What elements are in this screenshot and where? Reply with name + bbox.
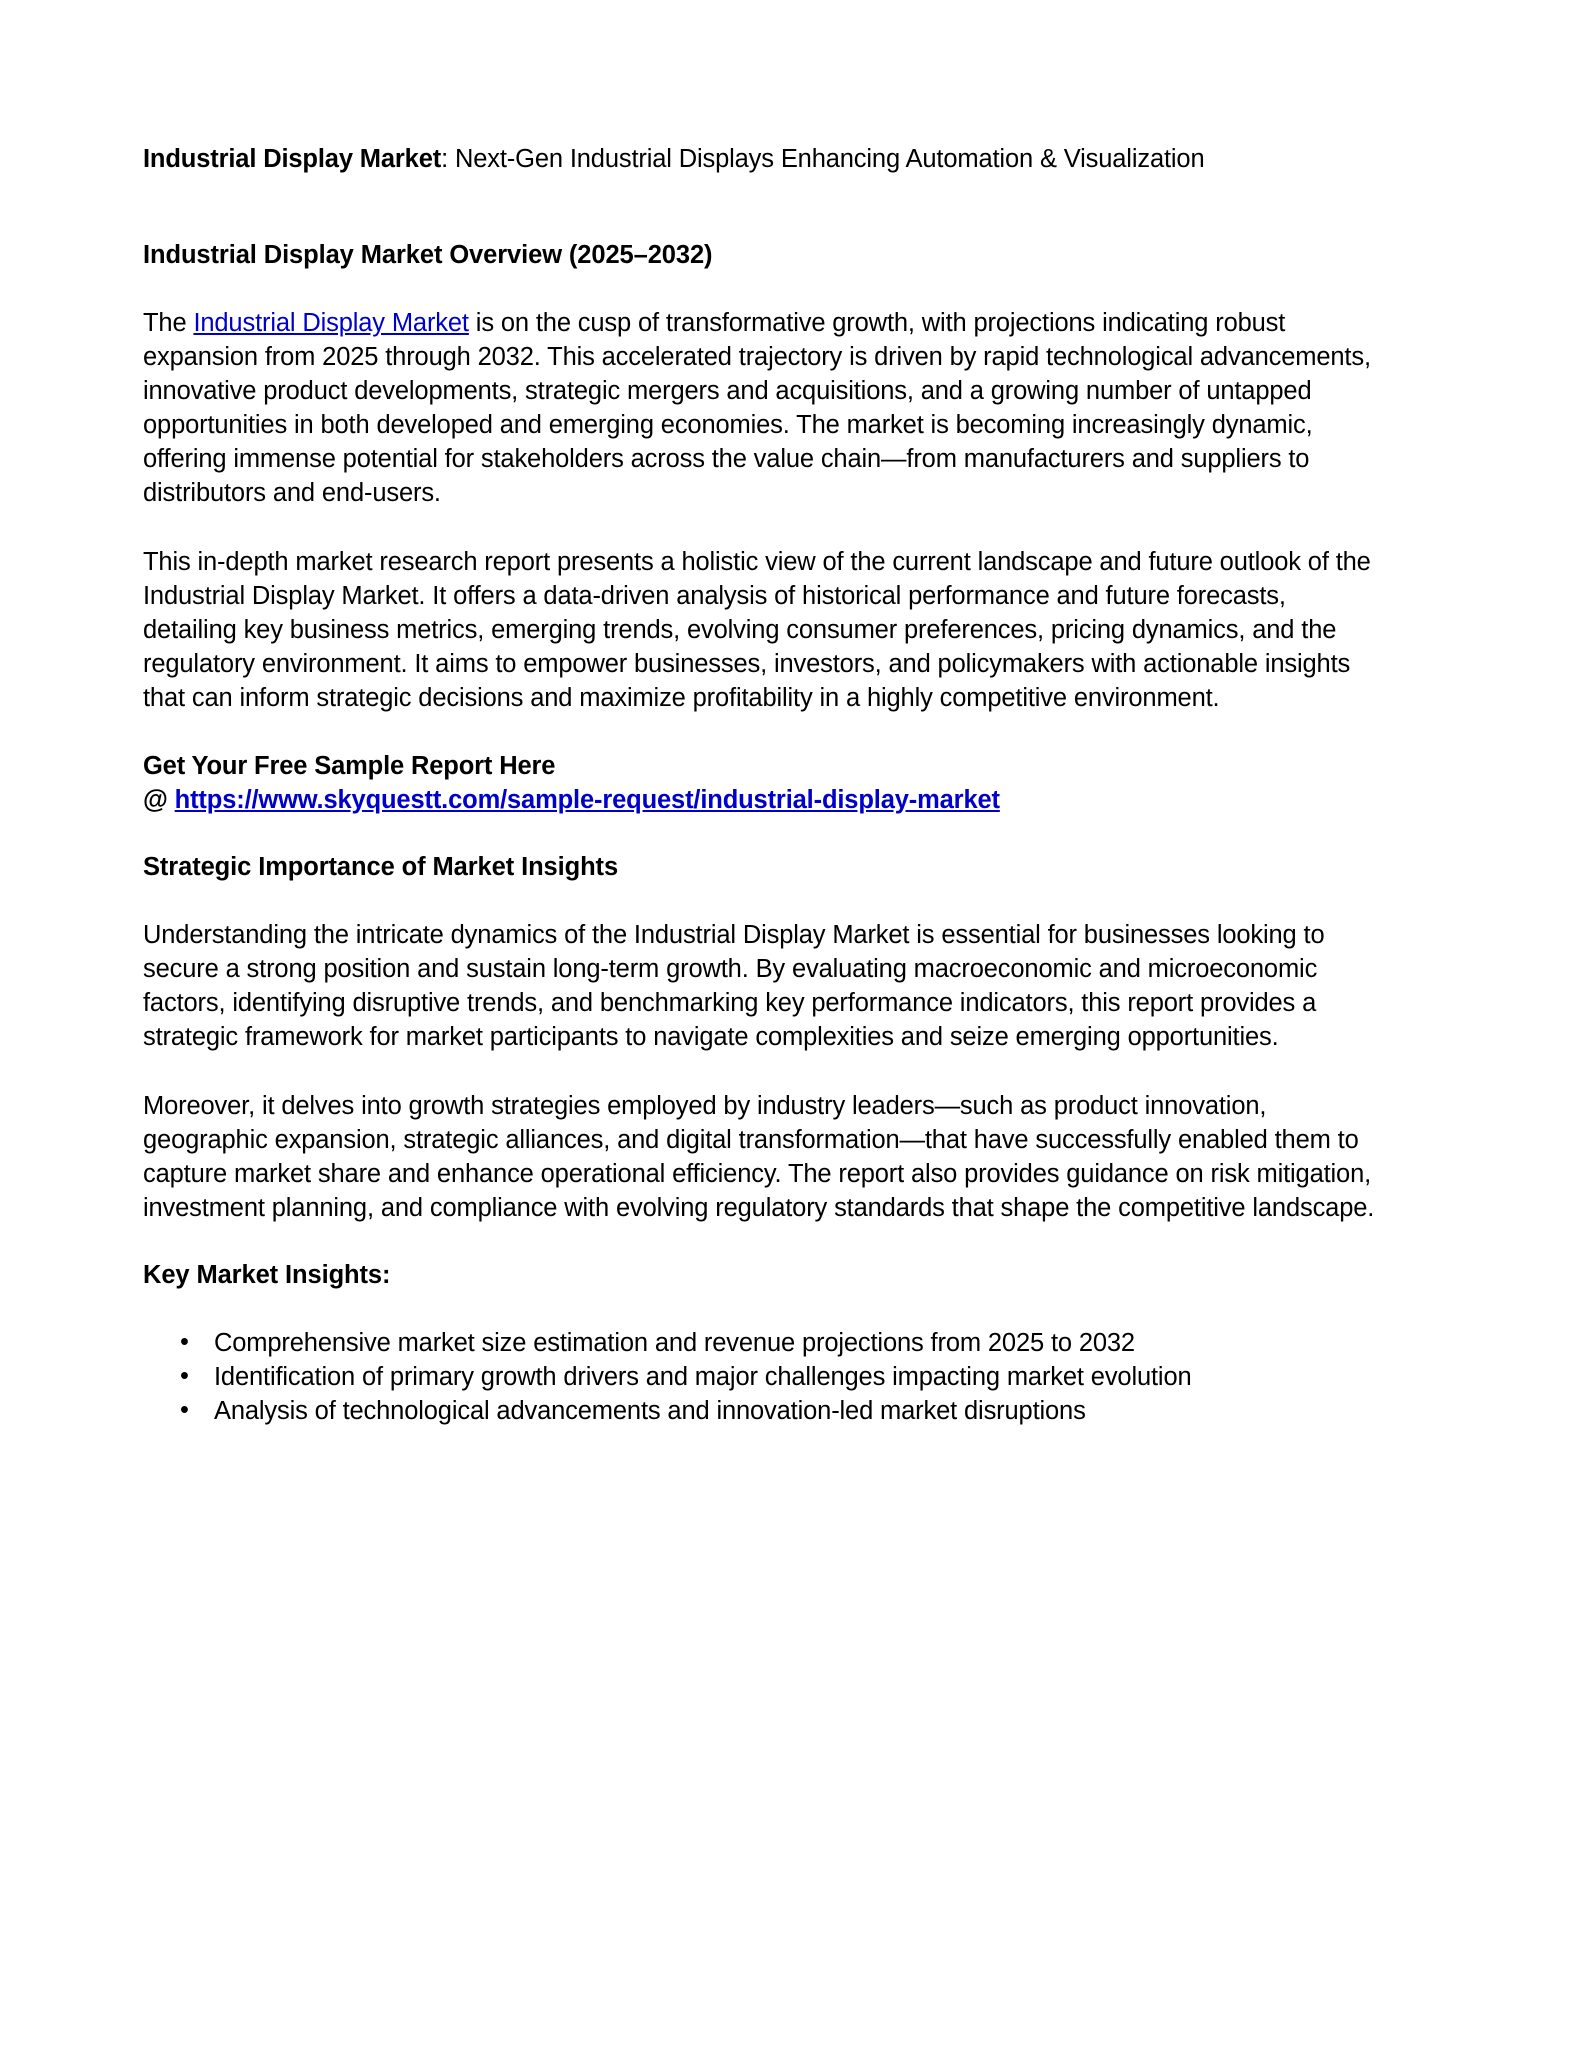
- document-title-bold: Industrial Display Market: [143, 145, 442, 173]
- list-item-label: Analysis of technological advancements and innovation-led market disruptions: [214, 1397, 1086, 1426]
- spacer: [143, 272, 1375, 306]
- heading-key-market-insights: Key Market Insights:: [143, 1260, 391, 1289]
- list-item-label: Identification of primary growth drivers and major challenges impacting market evolution: [214, 1363, 1192, 1392]
- heading-strategic-importance: Strategic Importance of Market Insights: [143, 852, 619, 881]
- paragraph-strategic-2: Moreover, it delves into growth strategies employed by industry leaders—such as product innovation, geographic expansion, strategic alliances, and digital transformation—that have successfully enabled them to capture market share and enhance operational efficiency. The report also provides guidance on risk mitigation, investment planning, and compliance with evolving regulatory standards that shape the competitive landscape.: [143, 1091, 1375, 1222]
- bullet-marker-icon: •: [180, 1396, 189, 1425]
- paragraph-strategic-1: Understanding the intricate dynamics of the Industrial Display Market is essential for businesses looking to secure a strong position and sustain long-term growth. By evaluating macroeconomic and microeconomic factors, identifying disruptive trends, and benchmarking key performance indicators, this report provides a strategic framework for market participants to navigate complexities and seize emerging opportunities.: [143, 921, 1325, 1052]
- bullet-marker-icon: •: [180, 1362, 189, 1391]
- document-body: [143, 143, 1375, 1428]
- heading-market-overview: Industrial Display Market Overview (2025–2032): [143, 240, 713, 269]
- key-insights-list: [143, 1326, 1375, 1428]
- spacer: [143, 1292, 1375, 1326]
- paragraph-overview-2: This in-depth market research report presents a holistic view of the current landscape and future outlook of the Industrial Display Market. It offers a data-driven analysis of historical performance and future forecasts, detailing key business metrics, emerging trends, evolving consumer preferences, pricing dynamics, and the regulatory environment. It aims to empower businesses, investors, and policymakers with actionable insights that can inform strategic decisions and maximize profitability in a highly competitive environment.: [143, 547, 1371, 712]
- document-title-line: [143, 143, 1375, 177]
- spacer: [143, 884, 1375, 918]
- paragraph-overview-1-rest: is on the cusp of transformative growth, with projections indicating robust expansion from 2025 through 2032. This accelerated trajectory is driven by rapid technological advancements, innovative product developments, strategic mergers and acquisitions, and a growing number of untapped opportunities in both developed and emerging economies. The market is becoming increasingly dynamic, offering immense potential for stakeholders across the value chain—from manufacturers and suppliers to distributors and end-users.: [143, 309, 1371, 508]
- list-item: [143, 1394, 1375, 1428]
- list-item: [143, 1360, 1375, 1394]
- list-item: [143, 1326, 1375, 1360]
- paragraph-overview-1-prefix: The: [143, 309, 194, 338]
- paragraph-overview-1: [143, 306, 1375, 510]
- bullet-marker-icon: •: [180, 1328, 189, 1357]
- document-title-rest: : Next-Gen Industrial Displays Enhancing Automation & Visualization: [441, 145, 1205, 173]
- sample-report-url-line: [143, 783, 1375, 817]
- sample-request-url-link[interactable]: https://www.skyquestt.com/sample-request/industrial-display-market: [174, 785, 1000, 814]
- spacer: [143, 715, 1375, 749]
- list-item-label: Comprehensive market size estimation and revenue projections from 2025 to 2032: [214, 1329, 1135, 1358]
- spacer: [143, 511, 1375, 545]
- industrial-display-market-link[interactable]: Industrial Display Market: [193, 309, 469, 338]
- spacer: [143, 177, 1375, 239]
- spacer: [143, 1225, 1375, 1259]
- at-symbol: @: [143, 785, 175, 814]
- spacer: [143, 817, 1375, 851]
- spacer: [143, 1055, 1375, 1089]
- heading-sample-report: Get Your Free Sample Report Here: [143, 751, 556, 780]
